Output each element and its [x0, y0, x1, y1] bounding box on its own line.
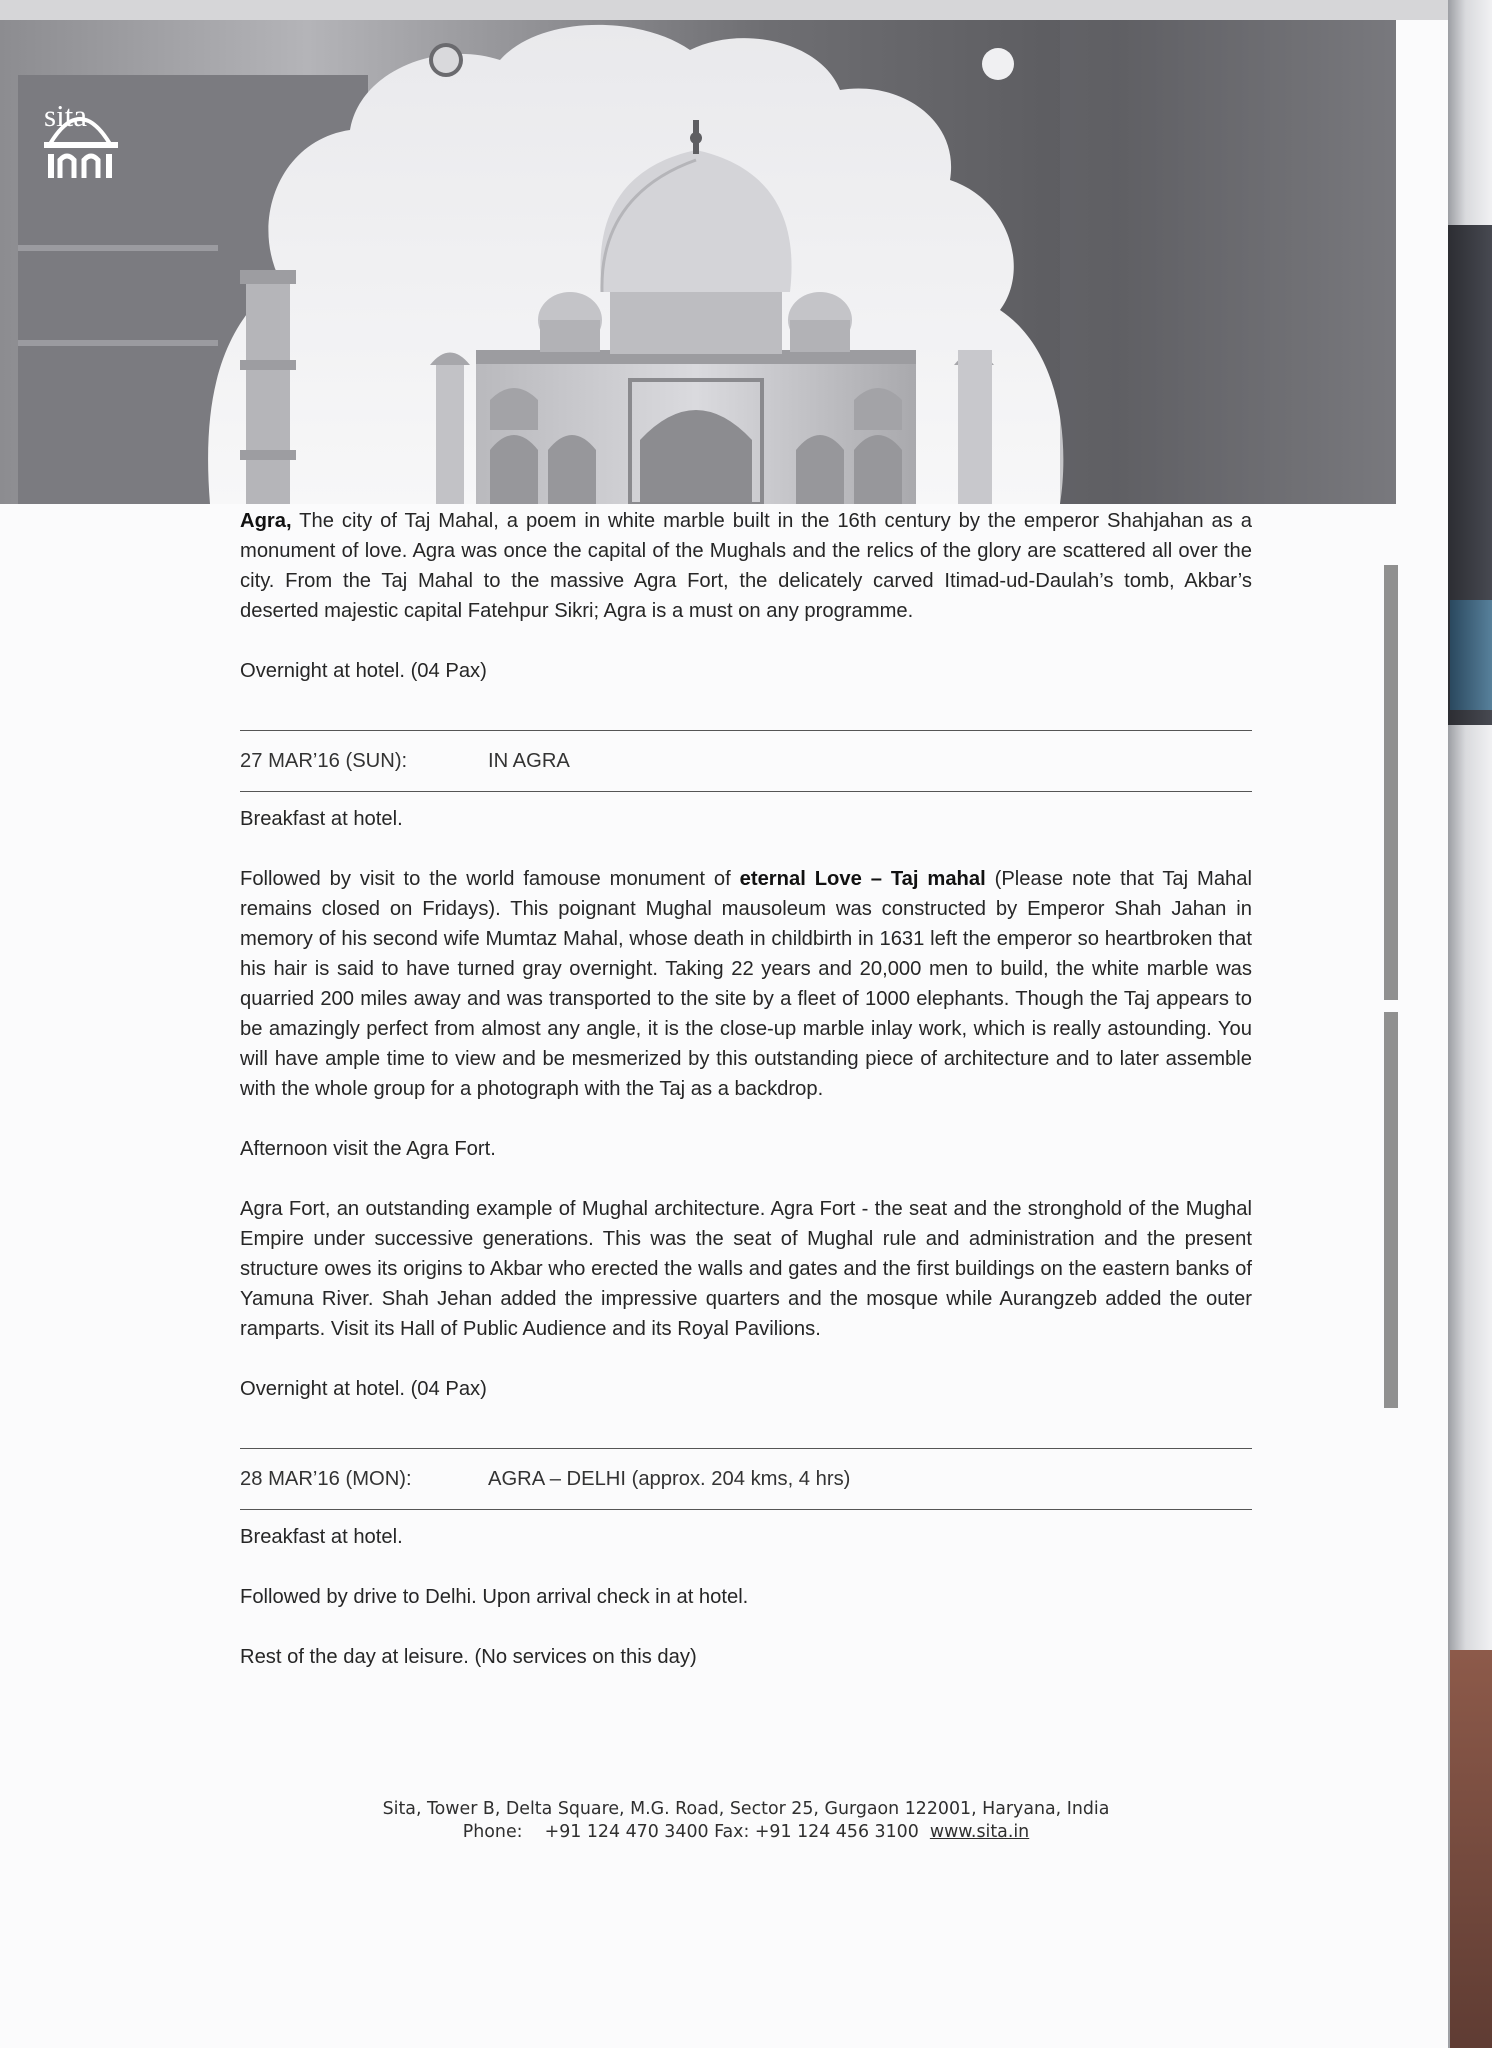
agra-intro-text: The city of Taj Mahal, a poem in white marble built in the 16th century by the emperor Shahjahan as a monument of love. Agra was once the capital of the Mughals and the relics of the glory are scattered all over the city. From the Taj Mahal to the massive Agra Fort, the delicately carved Itimad-ud-Daulah’s tomb, Akbar’s deserted majestic capital Fatehpur Sikri; Agra is a must on any programme.	[240, 510, 1252, 622]
divider	[240, 1509, 1252, 1510]
taj-mahal-header-image	[0, 20, 1396, 504]
breakfast-note: Breakfast at hotel.	[240, 808, 403, 830]
document-page	[0, 20, 1448, 2048]
fax-number: +91 124 456 3100	[754, 1822, 919, 1842]
taj-visit-highlight: eternal Love – Taj mahal	[739, 868, 986, 890]
agra-intro-lead: Agra,	[240, 510, 292, 532]
footer-contact	[240, 1821, 1252, 1844]
itinerary-content	[240, 506, 1252, 1702]
taj-visit-details: (Please note that Taj Mahal remains closed on Fridays). This poignant Mughal mausoleum was constructed by Emperor Shah Jahan in memory of his second wife Mumtaz Mahal, whose death in childbirth in 1631 left the emperor so heartbroken that his hair is said to have turned gray overnight. Taking 22 years and 20,000 men to build, the white marble was quarried 200 miles away and was transported to the site by a fleet of 1000 elephants. Though the Taj appears to be amazingly perfect from almost any angle, it is the close-up marble inlay work, which is really astounding. You will have ample time to view and be mesmerized by this outstanding piece of architecture and to later assemble with the whole group for a photograph with the Taj as a backdrop.	[240, 868, 1252, 1100]
leisure-note: Rest of the day at leisure. (No services on this day)	[240, 1646, 697, 1668]
breakfast-note: Breakfast at hotel.	[240, 1526, 403, 1548]
day-date: 27 MAR’16 (SUN):	[240, 750, 408, 772]
page-edge-mark	[1384, 580, 1398, 1000]
fax-label: Fax:	[714, 1822, 750, 1842]
taj-mahal-visit	[240, 864, 1252, 1104]
divider	[240, 791, 1252, 792]
footer-address: Sita, Tower B, Delta Square, M.G. Road, Sector 25, Gurgaon 122001, Haryana, India	[382, 1799, 1110, 1819]
day-title: AGRA – DELHI (approx. 204 kms, 4 hrs)	[488, 1468, 851, 1490]
afternoon-note: Afternoon visit the Agra Fort.	[240, 1138, 496, 1160]
overnight-note: Overnight at hotel. (04 Pax)	[240, 1378, 487, 1400]
overnight-note: Overnight at hotel. (04 Pax)	[240, 660, 487, 682]
taj-mahal-illustration	[0, 20, 1396, 504]
phone-number: +91 124 470 3400	[544, 1822, 709, 1842]
page-edge-mark	[1384, 1012, 1398, 1408]
taj-visit-intro: Followed by visit to the world famouse monument of	[240, 868, 740, 890]
day-heading-28-mar	[240, 1449, 1252, 1509]
sita-logo	[40, 100, 87, 133]
day-date: 28 MAR’16 (MON):	[240, 1468, 412, 1490]
company-footer	[240, 1798, 1252, 1844]
agra-fort-description: Agra Fort, an outstanding example of Mughal architecture. Agra Fort - the seat and the stronghold of the Mughal Empire under successive generations. This was the seat of Mughal rule and administration and the present structure owes its origins to Akbar who erected the walls and gates and the first buildings on the eastern banks of Yamuna River. Shah Jehan added the impressive quarters and the mosque while Aurangzeb added the outer ramparts. Visit its Hall of Public Audience and its Royal Pavilions.	[240, 1198, 1252, 1340]
scanner-edge-blue	[1450, 600, 1492, 710]
brand-name: sita	[44, 98, 88, 133]
website-link[interactable]: www.sita.in	[929, 1822, 1030, 1842]
day-title: IN AGRA	[488, 750, 570, 772]
agra-intro	[240, 506, 1252, 626]
phone-label: Phone:	[462, 1822, 523, 1842]
day-heading-27-mar	[240, 731, 1252, 791]
drive-note: Followed by drive to Delhi. Upon arrival check in at hotel.	[240, 1586, 749, 1608]
sita-logo-icon	[40, 100, 122, 184]
scanner-edge-brown	[1450, 1650, 1492, 2048]
